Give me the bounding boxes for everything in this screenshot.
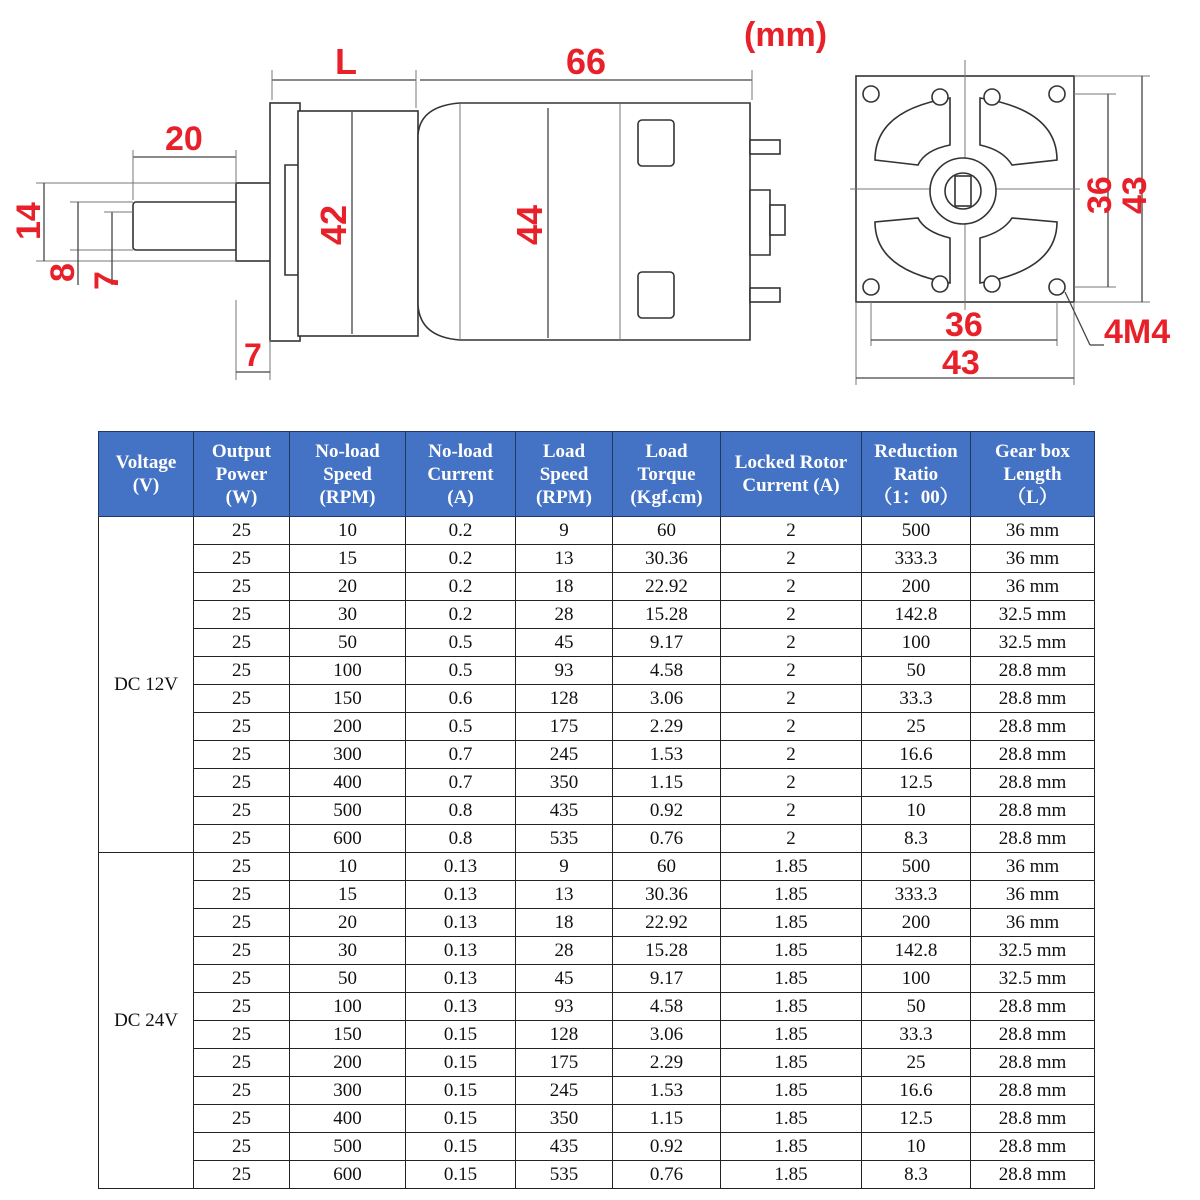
- table-cell: 12.5: [862, 769, 971, 797]
- table-cell: 200: [290, 1049, 406, 1077]
- table-cell: 28.8 mm: [971, 741, 1095, 769]
- table-cell: 2: [721, 573, 862, 601]
- motor-dimension-drawing: [0, 0, 1200, 410]
- column-header-line: Current: [427, 463, 494, 485]
- dim-42: 42: [313, 204, 354, 245]
- table-cell: 25: [194, 1021, 290, 1049]
- table-cell: 13: [516, 881, 613, 909]
- table-cell: 28.8 mm: [971, 1105, 1095, 1133]
- table-cell: 0.13: [406, 881, 516, 909]
- table-cell: 0.76: [613, 825, 721, 853]
- column-header: [516, 432, 613, 517]
- column-header-line: Length: [1003, 463, 1062, 485]
- table-cell: 2: [721, 713, 862, 741]
- table-cell: 1.85: [721, 1049, 862, 1077]
- table-cell: 16.6: [862, 1077, 971, 1105]
- table-cell: 50: [290, 965, 406, 993]
- table-cell: 15.28: [613, 601, 721, 629]
- dim-front-43-height: 43: [1116, 176, 1154, 214]
- table-cell: 28: [516, 601, 613, 629]
- column-header-line: （1：00）: [873, 486, 959, 508]
- table-row: [99, 769, 1095, 797]
- table-cell: 142.8: [862, 937, 971, 965]
- table-row: [99, 825, 1095, 853]
- dim-66: 66: [566, 41, 607, 82]
- column-header-line: Gear box: [994, 440, 1071, 462]
- table-cell: 0.8: [406, 797, 516, 825]
- table-cell: 200: [862, 573, 971, 601]
- table-cell: 33.3: [862, 1021, 971, 1049]
- unit-label: (mm): [744, 16, 828, 54]
- table-cell: 1.85: [721, 909, 862, 937]
- table-cell: 200: [290, 713, 406, 741]
- table-cell: 150: [290, 685, 406, 713]
- table-row: [99, 937, 1095, 965]
- table-row: [99, 629, 1095, 657]
- table-header-row: [99, 432, 1095, 517]
- table-cell: 0.76: [613, 1161, 721, 1189]
- table-cell: 9.17: [613, 965, 721, 993]
- dim-front-43-width: 43: [942, 344, 980, 382]
- table-cell: 2: [721, 741, 862, 769]
- table-cell: 25: [194, 937, 290, 965]
- table-cell: 500: [290, 797, 406, 825]
- table-cell: 9: [516, 853, 613, 881]
- column-header-line: Speed: [539, 463, 589, 485]
- dim-L: L: [335, 41, 357, 82]
- table-cell: 28.8 mm: [971, 825, 1095, 853]
- table-cell: 0.7: [406, 741, 516, 769]
- dim-8: 8: [44, 263, 82, 282]
- table-cell: 400: [290, 1105, 406, 1133]
- table-cell: 1.85: [721, 1105, 862, 1133]
- table-cell: 0.15: [406, 1077, 516, 1105]
- table-cell: 22.92: [613, 909, 721, 937]
- table-cell: 2: [721, 685, 862, 713]
- table-cell: 0.5: [406, 657, 516, 685]
- table-cell: 1.53: [613, 741, 721, 769]
- table-cell: 30: [290, 601, 406, 629]
- table-cell: 25: [194, 657, 290, 685]
- table-row: [99, 909, 1095, 937]
- column-header-line: (A): [447, 486, 474, 508]
- table-cell: 15: [290, 545, 406, 573]
- table-cell: 0.7: [406, 769, 516, 797]
- table-cell: 10: [862, 1133, 971, 1161]
- table-cell: 400: [290, 769, 406, 797]
- column-header: [721, 432, 862, 517]
- table-cell: 3.06: [613, 1021, 721, 1049]
- column-header-line: (W): [225, 486, 258, 508]
- table-cell: 13: [516, 545, 613, 573]
- table-cell: 32.5 mm: [971, 601, 1095, 629]
- table-row: [99, 1105, 1095, 1133]
- table-cell: 33.3: [862, 685, 971, 713]
- table-cell: 18: [516, 909, 613, 937]
- table-cell: 25: [194, 629, 290, 657]
- voltage-cell: DC 24V: [99, 853, 194, 1189]
- table-cell: 1.85: [721, 881, 862, 909]
- table-cell: 0.6: [406, 685, 516, 713]
- dim-7-shaft: 7: [88, 271, 126, 290]
- table-row: [99, 517, 1095, 545]
- table-cell: 28.8 mm: [971, 797, 1095, 825]
- table-cell: 25: [194, 1133, 290, 1161]
- table-cell: 28.8 mm: [971, 1077, 1095, 1105]
- front-view: [850, 60, 1170, 385]
- table-cell: 36 mm: [971, 517, 1095, 545]
- table-cell: 10: [290, 517, 406, 545]
- table-cell: 16.6: [862, 741, 971, 769]
- table-cell: 32.5 mm: [971, 937, 1095, 965]
- table-cell: 10: [862, 797, 971, 825]
- column-header-line: No-load: [315, 440, 380, 462]
- table-cell: 100: [862, 629, 971, 657]
- table-row: [99, 1049, 1095, 1077]
- column-header-line: (V): [132, 475, 160, 496]
- table-cell: 1.85: [721, 937, 862, 965]
- voltage-cell: DC 12V: [99, 517, 194, 853]
- table-cell: 2: [721, 629, 862, 657]
- table-cell: 300: [290, 741, 406, 769]
- table-row: [99, 853, 1095, 881]
- table-cell: 60: [613, 517, 721, 545]
- table-cell: 0.13: [406, 909, 516, 937]
- column-header: [194, 432, 290, 517]
- table-row: [99, 545, 1095, 573]
- column-header: [290, 432, 406, 517]
- table-cell: 30.36: [613, 545, 721, 573]
- table-cell: 25: [194, 909, 290, 937]
- table-row: [99, 881, 1095, 909]
- column-header-line: No-load: [428, 440, 493, 462]
- table-cell: 350: [516, 769, 613, 797]
- table-cell: 28: [516, 937, 613, 965]
- table-cell: 15: [290, 881, 406, 909]
- table-cell: 25: [194, 769, 290, 797]
- table-cell: 100: [290, 657, 406, 685]
- table-cell: 0.2: [406, 573, 516, 601]
- table-cell: 0.5: [406, 713, 516, 741]
- column-header-line: Ratio: [893, 463, 939, 485]
- table-cell: 28.8 mm: [971, 769, 1095, 797]
- column-header-line: Power: [215, 463, 268, 485]
- table-cell: 0.15: [406, 1161, 516, 1189]
- table-cell: 2: [721, 797, 862, 825]
- table-cell: 1.53: [613, 1077, 721, 1105]
- table-cell: 28.8 mm: [971, 1133, 1095, 1161]
- table-cell: 0.15: [406, 1133, 516, 1161]
- table-cell: 0.15: [406, 1105, 516, 1133]
- column-header-line: Locked Rotor: [734, 452, 848, 473]
- table-cell: 0.8: [406, 825, 516, 853]
- spec-table-container: [98, 431, 1095, 1189]
- table-cell: 1.85: [721, 1021, 862, 1049]
- table-cell: 20: [290, 573, 406, 601]
- dim-front-36-height: 36: [1081, 176, 1119, 214]
- table-cell: 45: [516, 965, 613, 993]
- table-row: [99, 601, 1095, 629]
- table-row: [99, 1133, 1095, 1161]
- table-cell: 32.5 mm: [971, 965, 1095, 993]
- table-cell: 25: [194, 965, 290, 993]
- column-header-line: Load: [645, 440, 688, 462]
- table-cell: 4.58: [613, 993, 721, 1021]
- dim-shaft-20: 20: [165, 120, 203, 158]
- table-cell: 93: [516, 993, 613, 1021]
- table-cell: 28.8 mm: [971, 1161, 1095, 1189]
- table-cell: 3.06: [613, 685, 721, 713]
- table-row: [99, 965, 1095, 993]
- table-row: [99, 797, 1095, 825]
- table-cell: 22.92: [613, 573, 721, 601]
- table-cell: 8.3: [862, 1161, 971, 1189]
- column-header-line: Current (A): [742, 475, 840, 496]
- column-header-line: Output: [211, 440, 272, 462]
- table-cell: 45: [516, 629, 613, 657]
- table-cell: 9.17: [613, 629, 721, 657]
- table-cell: 2: [721, 825, 862, 853]
- dim-front-36-width: 36: [945, 306, 983, 344]
- column-header: [613, 432, 721, 517]
- dim-flange-7: 7: [244, 337, 262, 373]
- table-cell: 1.15: [613, 769, 721, 797]
- table-cell: 100: [862, 965, 971, 993]
- table-row: [99, 573, 1095, 601]
- table-cell: 25: [194, 825, 290, 853]
- table-cell: 535: [516, 825, 613, 853]
- table-cell: 435: [516, 1133, 613, 1161]
- table-cell: 0.13: [406, 937, 516, 965]
- side-view: [10, 41, 785, 380]
- table-cell: 50: [290, 629, 406, 657]
- table-cell: 0.2: [406, 517, 516, 545]
- column-header: [862, 432, 971, 517]
- table-body: [99, 517, 1095, 1189]
- table-cell: 36 mm: [971, 545, 1095, 573]
- table-cell: 2: [721, 657, 862, 685]
- table-cell: 2.29: [613, 1049, 721, 1077]
- table-row: [99, 1077, 1095, 1105]
- table-cell: 28.8 mm: [971, 1021, 1095, 1049]
- table-row: [99, 1021, 1095, 1049]
- table-cell: 0.2: [406, 545, 516, 573]
- table-cell: 600: [290, 825, 406, 853]
- table-row: [99, 993, 1095, 1021]
- column-header-line: Speed: [323, 463, 372, 485]
- table-cell: 50: [862, 993, 971, 1021]
- table-row: [99, 685, 1095, 713]
- table-cell: 93: [516, 657, 613, 685]
- table-cell: 128: [516, 685, 613, 713]
- table-cell: 25: [194, 1049, 290, 1077]
- table-cell: 2: [721, 769, 862, 797]
- column-header-line: (RPM): [319, 486, 376, 508]
- table-cell: 300: [290, 1077, 406, 1105]
- table-cell: 10: [290, 853, 406, 881]
- table-cell: 1.85: [721, 1133, 862, 1161]
- column-header-line: Voltage: [115, 452, 177, 473]
- table-cell: 25: [194, 1077, 290, 1105]
- table-row: [99, 741, 1095, 769]
- table-cell: 30: [290, 937, 406, 965]
- spec-table: [98, 431, 1095, 1189]
- table-cell: 28.8 mm: [971, 713, 1095, 741]
- column-header: [99, 432, 194, 517]
- column-header-line: （L）: [1007, 486, 1058, 508]
- table-cell: 500: [290, 1133, 406, 1161]
- table-cell: 150: [290, 1021, 406, 1049]
- table-cell: 175: [516, 713, 613, 741]
- table-cell: 18: [516, 573, 613, 601]
- table-cell: 12.5: [862, 1105, 971, 1133]
- table-cell: 25: [194, 545, 290, 573]
- table-cell: 25: [194, 601, 290, 629]
- table-cell: 25: [862, 1049, 971, 1077]
- table-cell: 25: [194, 797, 290, 825]
- table-cell: 245: [516, 741, 613, 769]
- table-cell: 28.8 mm: [971, 993, 1095, 1021]
- table-cell: 435: [516, 797, 613, 825]
- table-cell: 0.13: [406, 853, 516, 881]
- table-cell: 2: [721, 601, 862, 629]
- table-cell: 200: [862, 909, 971, 937]
- column-header-line: Reduction: [874, 440, 958, 462]
- table-cell: 0.15: [406, 1049, 516, 1077]
- table-cell: 4.58: [613, 657, 721, 685]
- table-cell: 9: [516, 517, 613, 545]
- table-cell: 36 mm: [971, 853, 1095, 881]
- table-cell: 1.15: [613, 1105, 721, 1133]
- table-cell: 333.3: [862, 545, 971, 573]
- dim-14: 14: [10, 202, 48, 240]
- column-header: [971, 432, 1095, 517]
- column-header: [406, 432, 516, 517]
- table-cell: 25: [194, 573, 290, 601]
- table-cell: 25: [194, 881, 290, 909]
- table-cell: 0.13: [406, 965, 516, 993]
- table-cell: 1.85: [721, 1161, 862, 1189]
- table-cell: 25: [194, 853, 290, 881]
- table-cell: 100: [290, 993, 406, 1021]
- table-cell: 30.36: [613, 881, 721, 909]
- table-cell: 28.8 mm: [971, 657, 1095, 685]
- table-cell: 0.92: [613, 797, 721, 825]
- table-cell: 1.85: [721, 1077, 862, 1105]
- table-cell: 50: [862, 657, 971, 685]
- dim-holes-4M4: 4M4: [1104, 313, 1171, 351]
- table-cell: 0.13: [406, 993, 516, 1021]
- table-row: [99, 657, 1095, 685]
- table-cell: 25: [194, 1161, 290, 1189]
- table-cell: 25: [194, 993, 290, 1021]
- table-row: [99, 1161, 1095, 1189]
- table-cell: 25: [194, 517, 290, 545]
- table-cell: 1.85: [721, 853, 862, 881]
- table-cell: 0.92: [613, 1133, 721, 1161]
- table-cell: 2: [721, 545, 862, 573]
- table-cell: 142.8: [862, 601, 971, 629]
- table-cell: 500: [862, 517, 971, 545]
- table-cell: 535: [516, 1161, 613, 1189]
- table-cell: 600: [290, 1161, 406, 1189]
- column-header-line: (Kgf.cm): [630, 486, 703, 508]
- table-cell: 32.5 mm: [971, 629, 1095, 657]
- table-cell: 333.3: [862, 881, 971, 909]
- column-header-line: (RPM): [536, 486, 592, 508]
- table-cell: 20: [290, 909, 406, 937]
- table-cell: 25: [194, 741, 290, 769]
- table-cell: 500: [862, 853, 971, 881]
- table-cell: 0.5: [406, 629, 516, 657]
- table-cell: 25: [194, 1105, 290, 1133]
- table-cell: 25: [194, 713, 290, 741]
- table-cell: 2.29: [613, 713, 721, 741]
- table-cell: 60: [613, 853, 721, 881]
- table-cell: 25: [194, 685, 290, 713]
- table-cell: 0.2: [406, 601, 516, 629]
- table-cell: 15.28: [613, 937, 721, 965]
- table-cell: 175: [516, 1049, 613, 1077]
- column-header-line: Torque: [637, 463, 696, 485]
- table-cell: 28.8 mm: [971, 1049, 1095, 1077]
- table-cell: 28.8 mm: [971, 685, 1095, 713]
- table-cell: 0.15: [406, 1021, 516, 1049]
- table-cell: 2: [721, 517, 862, 545]
- table-row: [99, 713, 1095, 741]
- table-cell: 350: [516, 1105, 613, 1133]
- table-cell: 36 mm: [971, 573, 1095, 601]
- table-cell: 1.85: [721, 965, 862, 993]
- table-cell: 245: [516, 1077, 613, 1105]
- table-cell: 8.3: [862, 825, 971, 853]
- column-header-line: Load: [542, 440, 586, 462]
- table-cell: 36 mm: [971, 909, 1095, 937]
- table-cell: 36 mm: [971, 881, 1095, 909]
- table-cell: 25: [862, 713, 971, 741]
- table-cell: 128: [516, 1021, 613, 1049]
- dim-44: 44: [509, 204, 550, 245]
- table-cell: 1.85: [721, 993, 862, 1021]
